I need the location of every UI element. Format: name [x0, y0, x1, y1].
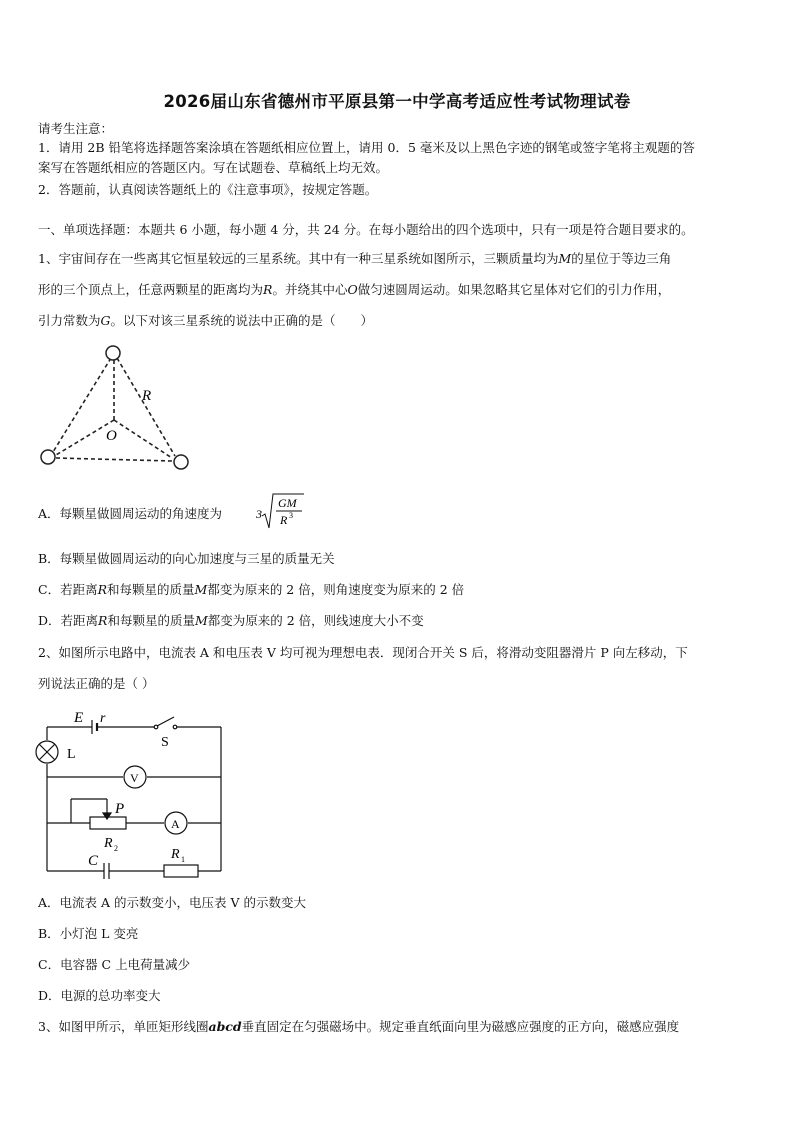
q1-line-2-text-c: 做匀速圆周运动。如果忽略其它星体对它们的引力作用， — [357, 282, 671, 297]
q2-option-a: A．电流表 A 的示数变小，电压表 V 的示数变大 — [38, 895, 306, 910]
formula-coefficient: 3 — [256, 507, 262, 521]
label-r: r — [100, 711, 106, 726]
label-r2: R — [104, 836, 113, 851]
q1-line-3-text-a: 引力常数为 — [38, 313, 101, 328]
q1-line-3 — [38, 313, 373, 329]
q1-option-d-text-b: 和每颗星的质量 — [107, 613, 195, 628]
label-lamp-l: L — [67, 747, 76, 762]
q1-var-r: R — [263, 282, 273, 297]
q1-line-2-text-b: 。并绕其中心 — [272, 282, 348, 297]
q1-option-d — [38, 613, 424, 629]
q1-line-1 — [38, 251, 671, 267]
switch-blade — [157, 717, 174, 726]
label-r1: R — [171, 847, 180, 862]
q1-line-1-text-a: 1、宇宙间存在一些离其它恒星较远的三星系统。其中有一种三星系统如图所示，三颗质量均为 — [38, 251, 559, 266]
notice-item-1-line-1: 1．请用 2B 铅笔将选择题答案涂填在答题纸相应位置上，请用 0．5 毫米及以上黑色字迹的钢笔或签字笔将主观题的答 — [38, 140, 695, 155]
rheostat-r2 — [90, 817, 126, 829]
star-left — [41, 450, 55, 464]
notice-item-2: 2．答题前，认真阅读答题纸上的《注意事项》，按规定答题。 — [38, 182, 378, 197]
q2-line-1: 2、如图所示电路中，电流表 A 和电压表 V 均可视为理想电表．现闭合开关 S 后，将滑动变阻器滑片 P 向左移动，下 — [38, 645, 688, 660]
page-title: 2026届山东省德州市平原县第一中学高考适应性考试物理试卷 — [163, 92, 631, 111]
q1-option-c-text-c: 都变为原来的 2 倍，则角速度变为原来的 2 倍 — [207, 582, 465, 597]
q1-var-g: G — [100, 313, 111, 328]
star-top — [106, 346, 120, 360]
circuit-diagram — [34, 703, 234, 881]
formula-exponent: 3 — [289, 511, 293, 520]
q1-option-b: B．每颗星做圆周运动的向心加速度与三星的质量无关 — [38, 551, 335, 566]
three-star-figure — [30, 336, 200, 476]
q3-line-1-text-b: 垂直固定在匀强磁场中。规定垂直纸面向里为磁感应强度的正方向，磁感应强度 — [241, 1019, 680, 1034]
q2-option-c: C．电容器 C 上电荷量减少 — [38, 957, 191, 972]
notice-item-1-line-2: 案写在答题纸相应的答题区内。写在试题卷、草稿纸上均无效。 — [38, 160, 389, 175]
label-slider-p: P — [115, 801, 125, 817]
notice-heading: 请考生注意： — [38, 121, 114, 136]
q1-option-d-text-a: D．若距离 — [38, 613, 99, 628]
star-right — [174, 455, 188, 469]
switch-contact-right — [173, 725, 177, 729]
label-ammeter-a: A — [171, 817, 180, 831]
q1-option-d-text-c: 都变为原来的 2 倍，则线速度大小不变 — [207, 613, 424, 628]
side-left-dashed — [53, 358, 111, 452]
figure-label-r: R — [142, 388, 152, 404]
label-c: C — [88, 853, 99, 869]
q1-var-m: M — [558, 251, 572, 266]
label-e: E — [74, 710, 84, 726]
q1-line-2-text-a: 形的三个顶点上，任意两颗星的距离均为 — [38, 282, 264, 297]
q1-option-d-var-m: M — [194, 613, 208, 628]
section-1-heading: 一、单项选择题：本题共 6 小题，每小题 4 分，共 24 分。在每小题给出的四个选项中，只有一项是符合题目要求的。 — [38, 222, 694, 237]
q3-line-1-text-a: 3、如图甲所示，单匝矩形线圈 — [38, 1019, 209, 1034]
formula-denominator: R — [280, 513, 288, 527]
slider-arrow — [103, 813, 111, 819]
q1-line-3-text-b: 。以下对该三星系统的说法中正确的是（ ） — [110, 313, 374, 328]
q2-option-b: B．小灯泡 L 变亮 — [38, 926, 139, 941]
q3-line-1 — [38, 1019, 679, 1035]
q1-line-1-text-b: 的星位于等边三角 — [571, 251, 672, 266]
q1-option-c-text-b: 和每颗星的质量 — [107, 582, 195, 597]
q1-option-c-text-a: C．若距离 — [38, 582, 98, 597]
q1-option-c-var-m: M — [194, 582, 208, 597]
q2-option-d: D．电源的总功率变大 — [38, 988, 161, 1003]
formula-numerator: GM — [278, 496, 297, 510]
q2-line-2: 列说法正确的是（ ） — [38, 676, 155, 691]
q1-option-a-text: A．每颗星做圆周运动的角速度为 — [38, 506, 223, 521]
q1-line-2 — [38, 282, 670, 298]
label-r2-subscript: 2 — [114, 844, 118, 853]
label-r1-subscript: 1 — [181, 855, 185, 864]
q1-option-a-formula — [254, 490, 306, 532]
q1-option-c — [38, 582, 464, 598]
q1-var-o: O — [347, 282, 358, 297]
q1-option-c-var-r: R — [97, 582, 107, 597]
center-to-right-dashed — [114, 420, 172, 458]
side-bottom-dashed — [56, 458, 172, 461]
q1-option-d-var-r: R — [98, 613, 108, 628]
resistor-r1 — [164, 865, 198, 877]
figure-label-o: O — [106, 428, 117, 444]
label-switch-s: S — [161, 735, 169, 750]
label-voltmeter-v: V — [130, 771, 139, 785]
q3-var-abcd: abcd — [208, 1019, 242, 1034]
q1-option-a — [38, 506, 222, 522]
